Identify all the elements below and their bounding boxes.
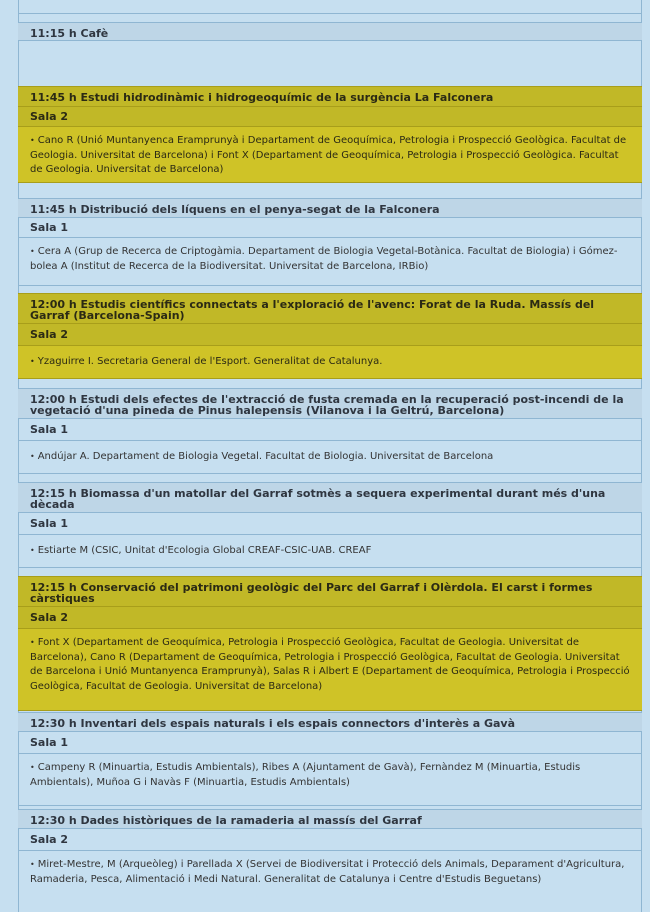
- session-7: [18, 809, 642, 912]
- authors-text: Cano R (Unió Muntanyenca Eramprunyà i Departament de Geoquímica, Petrologia i Prospecció Geològica. Facultat de Geologia. Universitat de Barcelona) i Font X (Departament de Geoquímica, Petrologia i Prospecció Geològica. Facultat de Geologia. Universitat de Barcelona): [30, 135, 627, 175]
- session-authors: [18, 441, 642, 474]
- session-title: 11:45 h Estudi hidrodinàmic i hidrogeoquímic de la surgència La Falconera: [18, 86, 642, 107]
- bullet-icon: •: [30, 546, 35, 555]
- bullet-icon: •: [30, 357, 35, 366]
- session-title: 12:15 h Biomassa d'un matollar del Garraf sotmès a sequera experimental durant més d'una dècada: [18, 482, 642, 513]
- bullet-icon: •: [30, 860, 35, 869]
- authors-text: Yzaguirre I. Secretaria General de l'Esport. Generalitat de Catalunya.: [37, 356, 383, 367]
- authors-text: Estiarte M (CSIC, Unitat d'Ecologia Global CREAF-CSIC-UAB. CREAF: [37, 545, 372, 556]
- session-authors: [18, 535, 642, 568]
- session-authors: [18, 127, 642, 183]
- session-0: [18, 86, 642, 183]
- session-4: [18, 482, 642, 568]
- session-authors: [18, 851, 642, 912]
- session-3: [18, 388, 642, 474]
- bullet-icon: •: [30, 638, 35, 647]
- session-room: Sala 1: [18, 732, 642, 754]
- cafe-title: 11:15 h Cafè: [18, 22, 642, 41]
- session-authors: [18, 238, 642, 286]
- session-2: [18, 293, 642, 379]
- session-room: Sala 1: [18, 513, 642, 535]
- authors-text: Andújar A. Departament de Biologia Vegetal. Facultat de Biologia. Universitat de Barcelona: [37, 451, 494, 462]
- session-room: Sala 1: [18, 218, 642, 238]
- divider: [18, 0, 642, 14]
- session-authors: [18, 754, 642, 806]
- bullet-icon: •: [30, 136, 35, 145]
- bullet-icon: •: [30, 247, 35, 256]
- session-title: 11:45 h Distribució dels líquens en el penya-segat de la Falconera: [18, 198, 642, 218]
- session-title: 12:15 h Conservació del patrimoni geològic del Parc del Garraf i Olèrdola. El carst i formes càrstiques: [18, 576, 642, 607]
- session-authors: [18, 629, 642, 711]
- bullet-icon: •: [30, 763, 35, 772]
- session-room: Sala 2: [18, 607, 642, 629]
- cafe-block: [18, 22, 642, 41]
- session-1: [18, 198, 642, 286]
- session-authors: [18, 346, 642, 379]
- session-room: Sala 2: [18, 324, 642, 346]
- bullet-icon: •: [30, 452, 35, 461]
- authors-text: Font X (Departament de Geoquímica, Petrologia i Prospecció Geològica, Facultat de Geologia. Universitat de Barcelona), Cano R (Departament de Geoquímica, Petrologia i Prospecció Geològica, Facultat de Geologia. Universitat de Barcelona i Unió Muntanyenca Eramprunyà), Salas R i Albert E (Departament de Geoquímica, Petrologia i Prospecció Geològica, Facultat de Geologia. Universitat de Barcelona): [30, 637, 630, 692]
- session-room: Sala 2: [18, 107, 642, 127]
- session-title: 12:00 h Estudi dels efectes de l'extracció de fusta cremada en la recuperació post-incendi de la vegetació d'una pineda de Pinus halepensis (Vilanova i la Geltrú, Barcelona): [18, 388, 642, 419]
- authors-text: Miret-Mestre, M (Arqueòleg) i Parellada X (Servei de Biodiversitat i Protecció dels Animals, Deparament d'Agricultura, Ramaderia, Pesca, Alimentació i Medi Natural. Generalitat de Catalunya i Centre d'Estudis Beguetans): [30, 859, 625, 885]
- session-title: 12:30 h Inventari dels espais naturals i els espais connectors d'interès a Gavà: [18, 712, 642, 732]
- session-title: 12:00 h Estudis científics connectats a l'exploració de l'avenc: Forat de la Ruda. Massís del Garraf (Barcelona-Spain): [18, 293, 642, 324]
- session-room: Sala 2: [18, 829, 642, 851]
- session-title: 12:30 h Dades històriques de la ramaderia al massís del Garraf: [18, 809, 642, 829]
- authors-text: Cera A (Grup de Recerca de Criptogàmia. Departament de Biologia Vegetal-Botànica. Facultat de Biologia) i Gómez-bolea A (Institut de Recerca de la Biodiversitat. Universitat de Barcelona, IRBio): [30, 246, 618, 272]
- session-5: [18, 576, 642, 711]
- authors-text: Campeny R (Minuartia, Estudis Ambientals), Ribes A (Ajuntament de Gavà), Fernàndez M (Minuartia, Estudis Ambientals), Muñoa G i Navàs F (Minuartia, Estudis Ambientals): [30, 762, 581, 788]
- session-room: Sala 1: [18, 419, 642, 441]
- session-6: [18, 712, 642, 806]
